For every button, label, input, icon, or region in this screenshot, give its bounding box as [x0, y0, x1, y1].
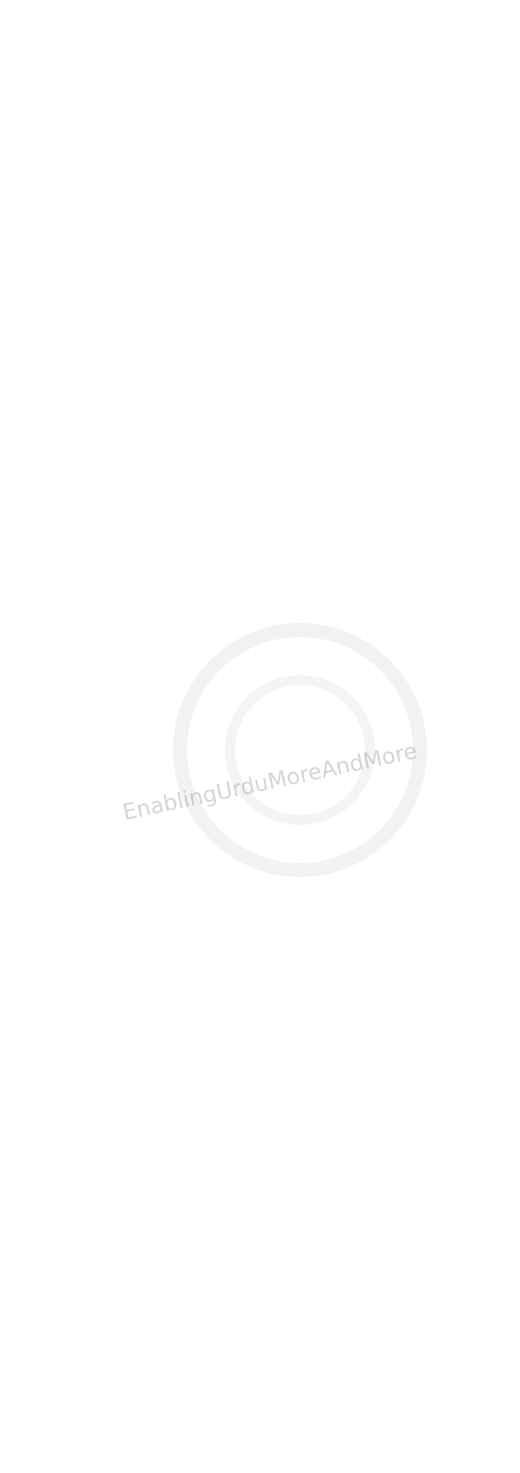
paragraph [8, 580, 512, 695]
quote-paragraph [8, 432, 512, 502]
highlighted-paragraph [8, 1079, 512, 1137]
highlighted-paragraph [8, 510, 512, 572]
watermark-text: EnablingUrduMoreAndMore [120, 739, 420, 826]
paragraph [8, 1413, 512, 1473]
paragraph [8, 896, 512, 1071]
article-title [8, 8, 512, 48]
paragraph [8, 384, 512, 424]
quote-paragraph [8, 286, 512, 376]
paragraph [8, 1145, 512, 1405]
paragraph [8, 48, 512, 278]
